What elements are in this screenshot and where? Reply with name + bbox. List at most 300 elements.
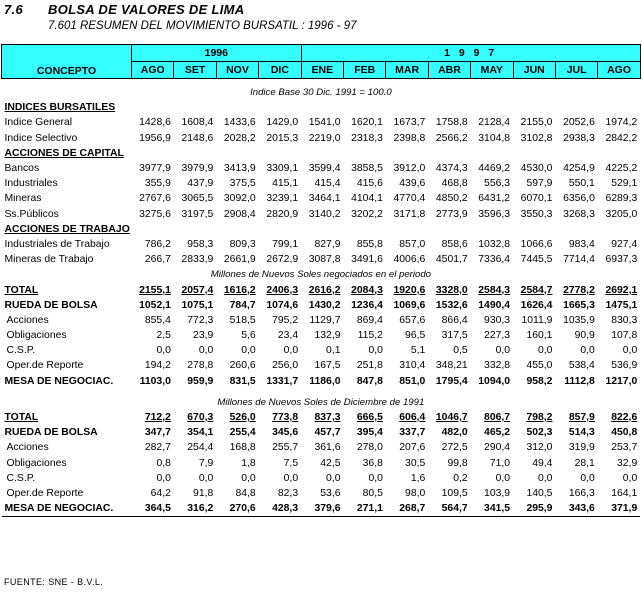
value-cell: 3104,8 bbox=[478, 132, 511, 144]
value-cell: 2,5 bbox=[156, 330, 171, 342]
header-year-1997: 1 9 9 7 bbox=[301, 45, 640, 62]
value-cell: 1428,6 bbox=[139, 117, 171, 129]
value-cell: 3977,9 bbox=[139, 163, 171, 175]
value-cell: 930,3 bbox=[484, 314, 511, 326]
value-cell: 3171,8 bbox=[393, 208, 426, 220]
page-title bbox=[4, 2, 244, 17]
value-cell: 482,0 bbox=[441, 427, 468, 439]
header-month: ABR bbox=[428, 62, 470, 79]
header-month: JUL bbox=[555, 62, 597, 79]
header-month: JUN bbox=[513, 62, 555, 79]
value-cell: 0,0 bbox=[495, 472, 511, 484]
value-cell: 2406,3 bbox=[266, 284, 299, 296]
value-cell: 455,0 bbox=[526, 360, 553, 372]
row-label: MESA DE NEGOCIAC. bbox=[4, 375, 114, 387]
value-cell: 1129,7 bbox=[309, 314, 341, 326]
value-cell: 809,3 bbox=[229, 238, 256, 250]
value-cell: 6289,3 bbox=[605, 193, 638, 205]
value-cell: 253,7 bbox=[611, 442, 638, 454]
table-row-indice-selectivo bbox=[2, 131, 641, 146]
table-row-r-rueda bbox=[2, 425, 641, 440]
section-heading-row bbox=[2, 222, 641, 237]
value-cell: 4770,4 bbox=[393, 193, 426, 205]
row-label: Mineras bbox=[4, 193, 42, 205]
value-cell: 270,6 bbox=[216, 501, 258, 517]
value-cell: 450,8 bbox=[611, 427, 638, 439]
value-cell: 564,7 bbox=[428, 501, 470, 517]
value-cell: 597,9 bbox=[526, 178, 553, 190]
title-number: 7.6 bbox=[4, 2, 23, 17]
value-cell: 0,0 bbox=[241, 345, 256, 357]
value-cell: 160,1 bbox=[526, 330, 553, 342]
table-row-r-total bbox=[2, 410, 641, 425]
value-cell: 858,6 bbox=[441, 238, 468, 250]
table-row-ss-publicos bbox=[2, 207, 641, 222]
value-cell: 7,9 bbox=[198, 457, 214, 469]
value-cell: 6431,2 bbox=[478, 193, 511, 205]
value-cell: 364,5 bbox=[132, 501, 174, 517]
value-cell: 71,0 bbox=[489, 457, 511, 469]
value-cell: 798,2 bbox=[526, 412, 553, 424]
unit-note: Millones de Nuevos Soles negociados en el periodo bbox=[210, 269, 431, 281]
value-cell: 3599,4 bbox=[308, 163, 341, 175]
value-cell: 254,4 bbox=[187, 442, 214, 454]
value-cell: 341,5 bbox=[471, 501, 513, 517]
value-cell: 606,4 bbox=[399, 412, 426, 424]
row-label: Acciones bbox=[6, 442, 49, 454]
value-cell: 1532,6 bbox=[435, 299, 468, 311]
value-cell: 166,3 bbox=[568, 487, 595, 499]
value-cell: 90,9 bbox=[574, 330, 595, 342]
value-cell: 2128,4 bbox=[478, 117, 511, 129]
header-month: DIC bbox=[259, 62, 301, 79]
value-cell: 109,5 bbox=[441, 487, 468, 499]
value-cell: 0,0 bbox=[368, 472, 383, 484]
value-cell: 49,4 bbox=[532, 457, 553, 469]
value-cell: 6356,0 bbox=[563, 193, 595, 205]
value-cell: 3275,6 bbox=[139, 208, 171, 220]
value-cell: 42,5 bbox=[320, 457, 341, 469]
row-label: Oper.de Reporte bbox=[6, 360, 84, 372]
value-cell: 0,0 bbox=[156, 472, 171, 484]
title-text: BOLSA DE VALORES DE LIMA bbox=[48, 2, 245, 17]
value-cell: 830,3 bbox=[611, 314, 638, 326]
value-cell: 132,9 bbox=[314, 330, 341, 342]
header-month: NOV bbox=[216, 62, 258, 79]
value-cell: 103,9 bbox=[484, 487, 511, 499]
value-cell: 4374,3 bbox=[435, 163, 468, 175]
value-cell: 2584,3 bbox=[478, 284, 511, 296]
value-cell: 1541,0 bbox=[308, 117, 341, 129]
value-cell: 6070,1 bbox=[520, 193, 553, 205]
header-month: MAR bbox=[386, 62, 428, 79]
value-cell: 194,2 bbox=[144, 360, 171, 372]
value-cell: 312,0 bbox=[526, 442, 553, 454]
value-cell: 319,9 bbox=[568, 442, 595, 454]
value-cell: 1103,0 bbox=[139, 375, 171, 387]
row-label: Obligaciones bbox=[6, 457, 67, 469]
value-cell: 0,0 bbox=[538, 472, 553, 484]
header-year-row bbox=[2, 45, 641, 62]
value-cell: 4225,2 bbox=[605, 163, 638, 175]
value-cell: 2661,9 bbox=[223, 254, 256, 266]
header-month: AGO bbox=[598, 62, 640, 79]
value-cell: 2015,3 bbox=[266, 132, 299, 144]
row-label: Indice General bbox=[4, 117, 73, 129]
value-cell: 316,2 bbox=[174, 501, 216, 517]
value-cell: 3065,5 bbox=[181, 193, 214, 205]
value-cell: 1475,1 bbox=[605, 299, 638, 311]
value-cell: 2938,3 bbox=[563, 132, 595, 144]
value-cell: 1673,7 bbox=[393, 117, 426, 129]
row-label: C.S.P. bbox=[6, 345, 36, 357]
value-cell: 1758,8 bbox=[435, 117, 468, 129]
table-row-n-acciones bbox=[2, 313, 641, 328]
value-cell: 3491,6 bbox=[351, 254, 383, 266]
value-cell: 332,8 bbox=[484, 360, 511, 372]
table-row-ind-trabajo bbox=[2, 237, 641, 252]
value-cell: 866,4 bbox=[441, 314, 468, 326]
value-cell: 2566,2 bbox=[435, 132, 468, 144]
value-cell: 2778,2 bbox=[563, 284, 595, 296]
row-label: RUEDA DE BOLSA bbox=[4, 427, 98, 439]
value-cell: 0,0 bbox=[283, 345, 299, 357]
value-cell: 98,0 bbox=[405, 487, 426, 499]
value-cell: 2584,7 bbox=[520, 284, 553, 296]
table-row-r-acciones bbox=[2, 440, 641, 455]
value-cell: 3140,2 bbox=[308, 208, 341, 220]
value-cell: 855,4 bbox=[144, 314, 171, 326]
value-cell: 99,8 bbox=[447, 457, 468, 469]
value-cell: 0,0 bbox=[156, 345, 171, 357]
value-cell: 2833,9 bbox=[181, 254, 214, 266]
header-month: MAY bbox=[471, 62, 513, 79]
value-cell: 355,9 bbox=[144, 178, 171, 190]
value-cell: 1094,0 bbox=[478, 375, 511, 387]
value-cell: 164,1 bbox=[611, 487, 638, 499]
value-cell: 395,4 bbox=[356, 427, 383, 439]
value-cell: 837,3 bbox=[314, 412, 341, 424]
value-cell: 4530,0 bbox=[520, 163, 553, 175]
table-row-r-csp bbox=[2, 471, 641, 486]
value-cell: 1490,4 bbox=[478, 299, 511, 311]
value-cell: 0,0 bbox=[368, 345, 383, 357]
value-cell: 847,8 bbox=[356, 375, 383, 387]
value-cell: 2028,2 bbox=[223, 132, 256, 144]
value-cell: 786,2 bbox=[144, 238, 171, 250]
value-cell: 1974,2 bbox=[605, 117, 638, 129]
value-cell: 3309,1 bbox=[266, 163, 299, 175]
value-cell: 1046,7 bbox=[435, 412, 468, 424]
value-cell: 343,6 bbox=[555, 501, 597, 517]
value-cell: 3596,3 bbox=[478, 208, 511, 220]
value-cell: 2084,3 bbox=[351, 284, 383, 296]
value-cell: 3202,2 bbox=[351, 208, 383, 220]
value-cell: 1429,0 bbox=[266, 117, 299, 129]
value-cell: 4104,1 bbox=[351, 193, 383, 205]
header-month: AGO bbox=[132, 62, 174, 79]
value-cell: 266,7 bbox=[144, 254, 171, 266]
value-cell: 1626,4 bbox=[520, 299, 553, 311]
value-cell: 23,4 bbox=[277, 330, 299, 342]
section-heading: INDICES BURSATILES bbox=[4, 102, 116, 114]
value-cell: 295,9 bbox=[513, 501, 555, 517]
value-cell: 0,0 bbox=[622, 472, 638, 484]
value-cell: 2052,6 bbox=[563, 117, 595, 129]
value-cell: 167,5 bbox=[314, 360, 341, 372]
value-cell: 437,9 bbox=[187, 178, 214, 190]
value-cell: 2767,6 bbox=[139, 193, 171, 205]
row-label: Acciones bbox=[6, 314, 49, 326]
value-cell: 282,7 bbox=[144, 442, 171, 454]
value-cell: 4469,2 bbox=[478, 163, 511, 175]
value-cell: 3979,9 bbox=[181, 163, 214, 175]
value-cell: 30,5 bbox=[405, 457, 426, 469]
value-cell: 526,0 bbox=[229, 412, 256, 424]
value-cell: 502,3 bbox=[526, 427, 553, 439]
value-cell: 3912,0 bbox=[393, 163, 426, 175]
value-cell: 1,8 bbox=[241, 457, 256, 469]
value-cell: 3858,5 bbox=[351, 163, 383, 175]
value-cell: 831,5 bbox=[229, 375, 256, 387]
value-cell: 1236,4 bbox=[351, 299, 383, 311]
value-cell: 465,2 bbox=[484, 427, 511, 439]
value-cell: 857,0 bbox=[399, 238, 426, 250]
value-cell: 7336,4 bbox=[478, 254, 511, 266]
value-cell: 550,1 bbox=[568, 178, 595, 190]
row-label: Ss.Públicos bbox=[4, 208, 59, 220]
table-row-r-mesa bbox=[2, 501, 641, 517]
value-cell: 32,9 bbox=[617, 457, 638, 469]
value-cell: 1069,6 bbox=[393, 299, 426, 311]
unit-note: Millones de Nuevos Soles de Diciembre de 1991 bbox=[217, 396, 425, 408]
value-cell: 2155,1 bbox=[139, 284, 171, 296]
value-cell: 310,4 bbox=[399, 360, 426, 372]
unit-note-row bbox=[2, 85, 641, 100]
value-cell: 2398,8 bbox=[393, 132, 426, 144]
value-cell: 666,5 bbox=[356, 412, 383, 424]
value-cell: 107,8 bbox=[611, 330, 638, 342]
value-cell: 958,3 bbox=[187, 238, 214, 250]
table-row-r-reporte bbox=[2, 486, 641, 501]
value-cell: 806,7 bbox=[484, 412, 511, 424]
value-cell: 0,0 bbox=[538, 345, 553, 357]
source-footer: FUENTE: SNE - B.V.L. bbox=[4, 577, 104, 587]
value-cell: 657,6 bbox=[399, 314, 426, 326]
table-row-n-obligaciones bbox=[2, 328, 641, 343]
value-cell: 1665,3 bbox=[563, 299, 595, 311]
value-cell: 0,0 bbox=[580, 472, 595, 484]
value-cell: 1433,6 bbox=[223, 117, 256, 129]
value-cell: 168,8 bbox=[229, 442, 256, 454]
value-cell: 851,0 bbox=[399, 375, 426, 387]
row-label: Bancos bbox=[4, 163, 40, 175]
value-cell: 272,5 bbox=[441, 442, 468, 454]
value-cell: 2616,2 bbox=[308, 284, 341, 296]
header-month: FEB bbox=[344, 62, 386, 79]
stock-market-summary-table bbox=[1, 44, 641, 517]
value-cell: 3413,9 bbox=[223, 163, 256, 175]
value-cell: 140,5 bbox=[526, 487, 553, 499]
value-cell: 3464,1 bbox=[308, 193, 341, 205]
table-row-n-total bbox=[2, 282, 641, 297]
value-cell: 82,3 bbox=[277, 487, 299, 499]
value-cell: 361,6 bbox=[314, 442, 341, 454]
value-cell: 1075,1 bbox=[181, 299, 214, 311]
header-year-1996: 1996 bbox=[132, 45, 302, 62]
value-cell: 857,9 bbox=[568, 412, 595, 424]
value-cell: 1032,8 bbox=[478, 238, 511, 250]
value-cell: 1066,6 bbox=[520, 238, 553, 250]
value-cell: 28,1 bbox=[574, 457, 595, 469]
value-cell: 0,0 bbox=[495, 345, 511, 357]
value-cell: 1112,8 bbox=[564, 375, 595, 387]
value-cell: 2057,4 bbox=[181, 284, 214, 296]
value-cell: 271,1 bbox=[344, 501, 386, 517]
table-row-n-rueda bbox=[2, 298, 641, 313]
table-row-n-mesa bbox=[2, 374, 641, 389]
value-cell: 64,2 bbox=[150, 487, 171, 499]
value-cell: 207,6 bbox=[399, 442, 426, 454]
row-label: Industriales de Trabajo bbox=[4, 238, 110, 250]
value-cell: 1430,2 bbox=[308, 299, 341, 311]
value-cell: 1608,4 bbox=[181, 117, 214, 129]
value-cell: 36,8 bbox=[362, 457, 383, 469]
value-cell: 3092,0 bbox=[223, 193, 256, 205]
value-cell: 784,7 bbox=[229, 299, 256, 311]
value-cell: 670,3 bbox=[187, 412, 214, 424]
value-cell: 415,4 bbox=[314, 178, 341, 190]
value-cell: 1616,2 bbox=[223, 284, 256, 296]
value-cell: 468,8 bbox=[441, 178, 468, 190]
value-cell: 1052,1 bbox=[139, 299, 171, 311]
value-cell: 4501,7 bbox=[435, 254, 468, 266]
value-cell: 538,4 bbox=[568, 360, 595, 372]
value-cell: 1795,4 bbox=[435, 375, 468, 387]
value-cell: 268,7 bbox=[386, 501, 428, 517]
value-cell: 959,9 bbox=[187, 375, 214, 387]
value-cell: 1186,0 bbox=[309, 375, 341, 387]
value-cell: 256,0 bbox=[272, 360, 299, 372]
value-cell: 84,8 bbox=[235, 487, 256, 499]
value-cell: 3550,3 bbox=[520, 208, 553, 220]
row-label: Obligaciones bbox=[6, 330, 67, 342]
value-cell: 371,9 bbox=[598, 501, 640, 517]
value-cell: 1217,0 bbox=[605, 375, 638, 387]
table-subtitle: 7.601 RESUMEN DEL MOVIMIENTO BURSATIL : 1996 - 97 bbox=[48, 20, 357, 32]
value-cell: 457,7 bbox=[314, 427, 341, 439]
value-cell: 1011,9 bbox=[521, 314, 553, 326]
value-cell: 278,8 bbox=[187, 360, 214, 372]
table-row-indice-general bbox=[2, 115, 641, 130]
value-cell: 2820,9 bbox=[266, 208, 299, 220]
row-label: TOTAL bbox=[4, 412, 39, 424]
value-cell: 115,2 bbox=[357, 330, 383, 342]
value-cell: 4850,2 bbox=[435, 193, 468, 205]
value-cell: 96,5 bbox=[405, 330, 426, 342]
value-cell: 827,9 bbox=[314, 238, 341, 250]
value-cell: 2692,1 bbox=[605, 284, 638, 296]
value-cell: 3205,0 bbox=[605, 208, 638, 220]
value-cell: 428,3 bbox=[259, 501, 301, 517]
value-cell: 2219,0 bbox=[308, 132, 341, 144]
value-cell: 2773,9 bbox=[435, 208, 468, 220]
value-cell: 439,6 bbox=[399, 178, 426, 190]
value-cell: 0,0 bbox=[283, 472, 299, 484]
value-cell: 822,6 bbox=[611, 412, 638, 424]
row-label: Indice Selectivo bbox=[4, 132, 78, 144]
section-heading-row bbox=[2, 100, 641, 115]
value-cell: 0,0 bbox=[198, 472, 214, 484]
value-cell: 7714,4 bbox=[563, 254, 595, 266]
value-cell: 958,2 bbox=[526, 375, 553, 387]
value-cell: 0,1 bbox=[326, 345, 341, 357]
value-cell: 23,9 bbox=[193, 330, 214, 342]
value-cell: 5,1 bbox=[410, 345, 426, 357]
value-cell: 415,6 bbox=[356, 178, 383, 190]
value-cell: 255,7 bbox=[272, 442, 299, 454]
value-cell: 7445,5 bbox=[520, 254, 553, 266]
value-cell: 347,7 bbox=[144, 427, 171, 439]
value-cell: 0,5 bbox=[453, 345, 468, 357]
table-row-n-reporte bbox=[2, 358, 641, 373]
value-cell: 2318,3 bbox=[351, 132, 383, 144]
row-label: TOTAL bbox=[4, 284, 39, 296]
value-cell: 2148,6 bbox=[181, 132, 214, 144]
value-cell: 773,8 bbox=[272, 412, 299, 424]
table-row-industriales bbox=[2, 176, 641, 191]
unit-note-row bbox=[2, 395, 641, 410]
value-cell: 518,5 bbox=[229, 314, 256, 326]
table-row-bancos bbox=[2, 161, 641, 176]
value-cell: 869,4 bbox=[356, 314, 383, 326]
value-cell: 1,6 bbox=[410, 472, 426, 484]
value-cell: 6937,3 bbox=[605, 254, 638, 266]
value-cell: 0,0 bbox=[198, 345, 214, 357]
value-cell: 7,5 bbox=[283, 457, 299, 469]
row-label: Industriales bbox=[4, 178, 58, 190]
value-cell: 536,9 bbox=[611, 360, 638, 372]
row-label: MESA DE NEGOCIAC. bbox=[2, 501, 132, 517]
value-cell: 2842,2 bbox=[605, 132, 638, 144]
value-cell: 0,0 bbox=[241, 472, 256, 484]
value-cell: 3268,3 bbox=[563, 208, 595, 220]
value-cell: 337,7 bbox=[399, 427, 426, 439]
value-cell: 345,6 bbox=[272, 427, 299, 439]
value-cell: 3102,8 bbox=[520, 132, 553, 144]
value-cell: 1331,7 bbox=[266, 375, 299, 387]
row-label: Mineras de Trabajo bbox=[4, 254, 94, 266]
row-label: Oper.de Reporte bbox=[6, 487, 84, 499]
value-cell: 379,6 bbox=[301, 501, 343, 517]
value-cell: 317,5 bbox=[441, 330, 468, 342]
value-cell: 290,4 bbox=[484, 442, 511, 454]
value-cell: 227,3 bbox=[484, 330, 511, 342]
value-cell: 251,8 bbox=[356, 360, 383, 372]
value-cell: 4254,9 bbox=[563, 163, 595, 175]
value-cell: 1956,9 bbox=[139, 132, 171, 144]
value-cell: 0,0 bbox=[326, 472, 341, 484]
value-cell: 2908,4 bbox=[223, 208, 256, 220]
value-cell: 278,0 bbox=[356, 442, 383, 454]
unit-note-row bbox=[2, 267, 641, 282]
value-cell: 348,21 bbox=[435, 360, 468, 372]
value-cell: 0,0 bbox=[580, 345, 595, 357]
value-cell: 5,6 bbox=[241, 330, 256, 342]
value-cell: 556,3 bbox=[484, 178, 511, 190]
value-cell: 91,8 bbox=[193, 487, 214, 499]
header-concepto: CONCEPTO bbox=[2, 45, 132, 79]
